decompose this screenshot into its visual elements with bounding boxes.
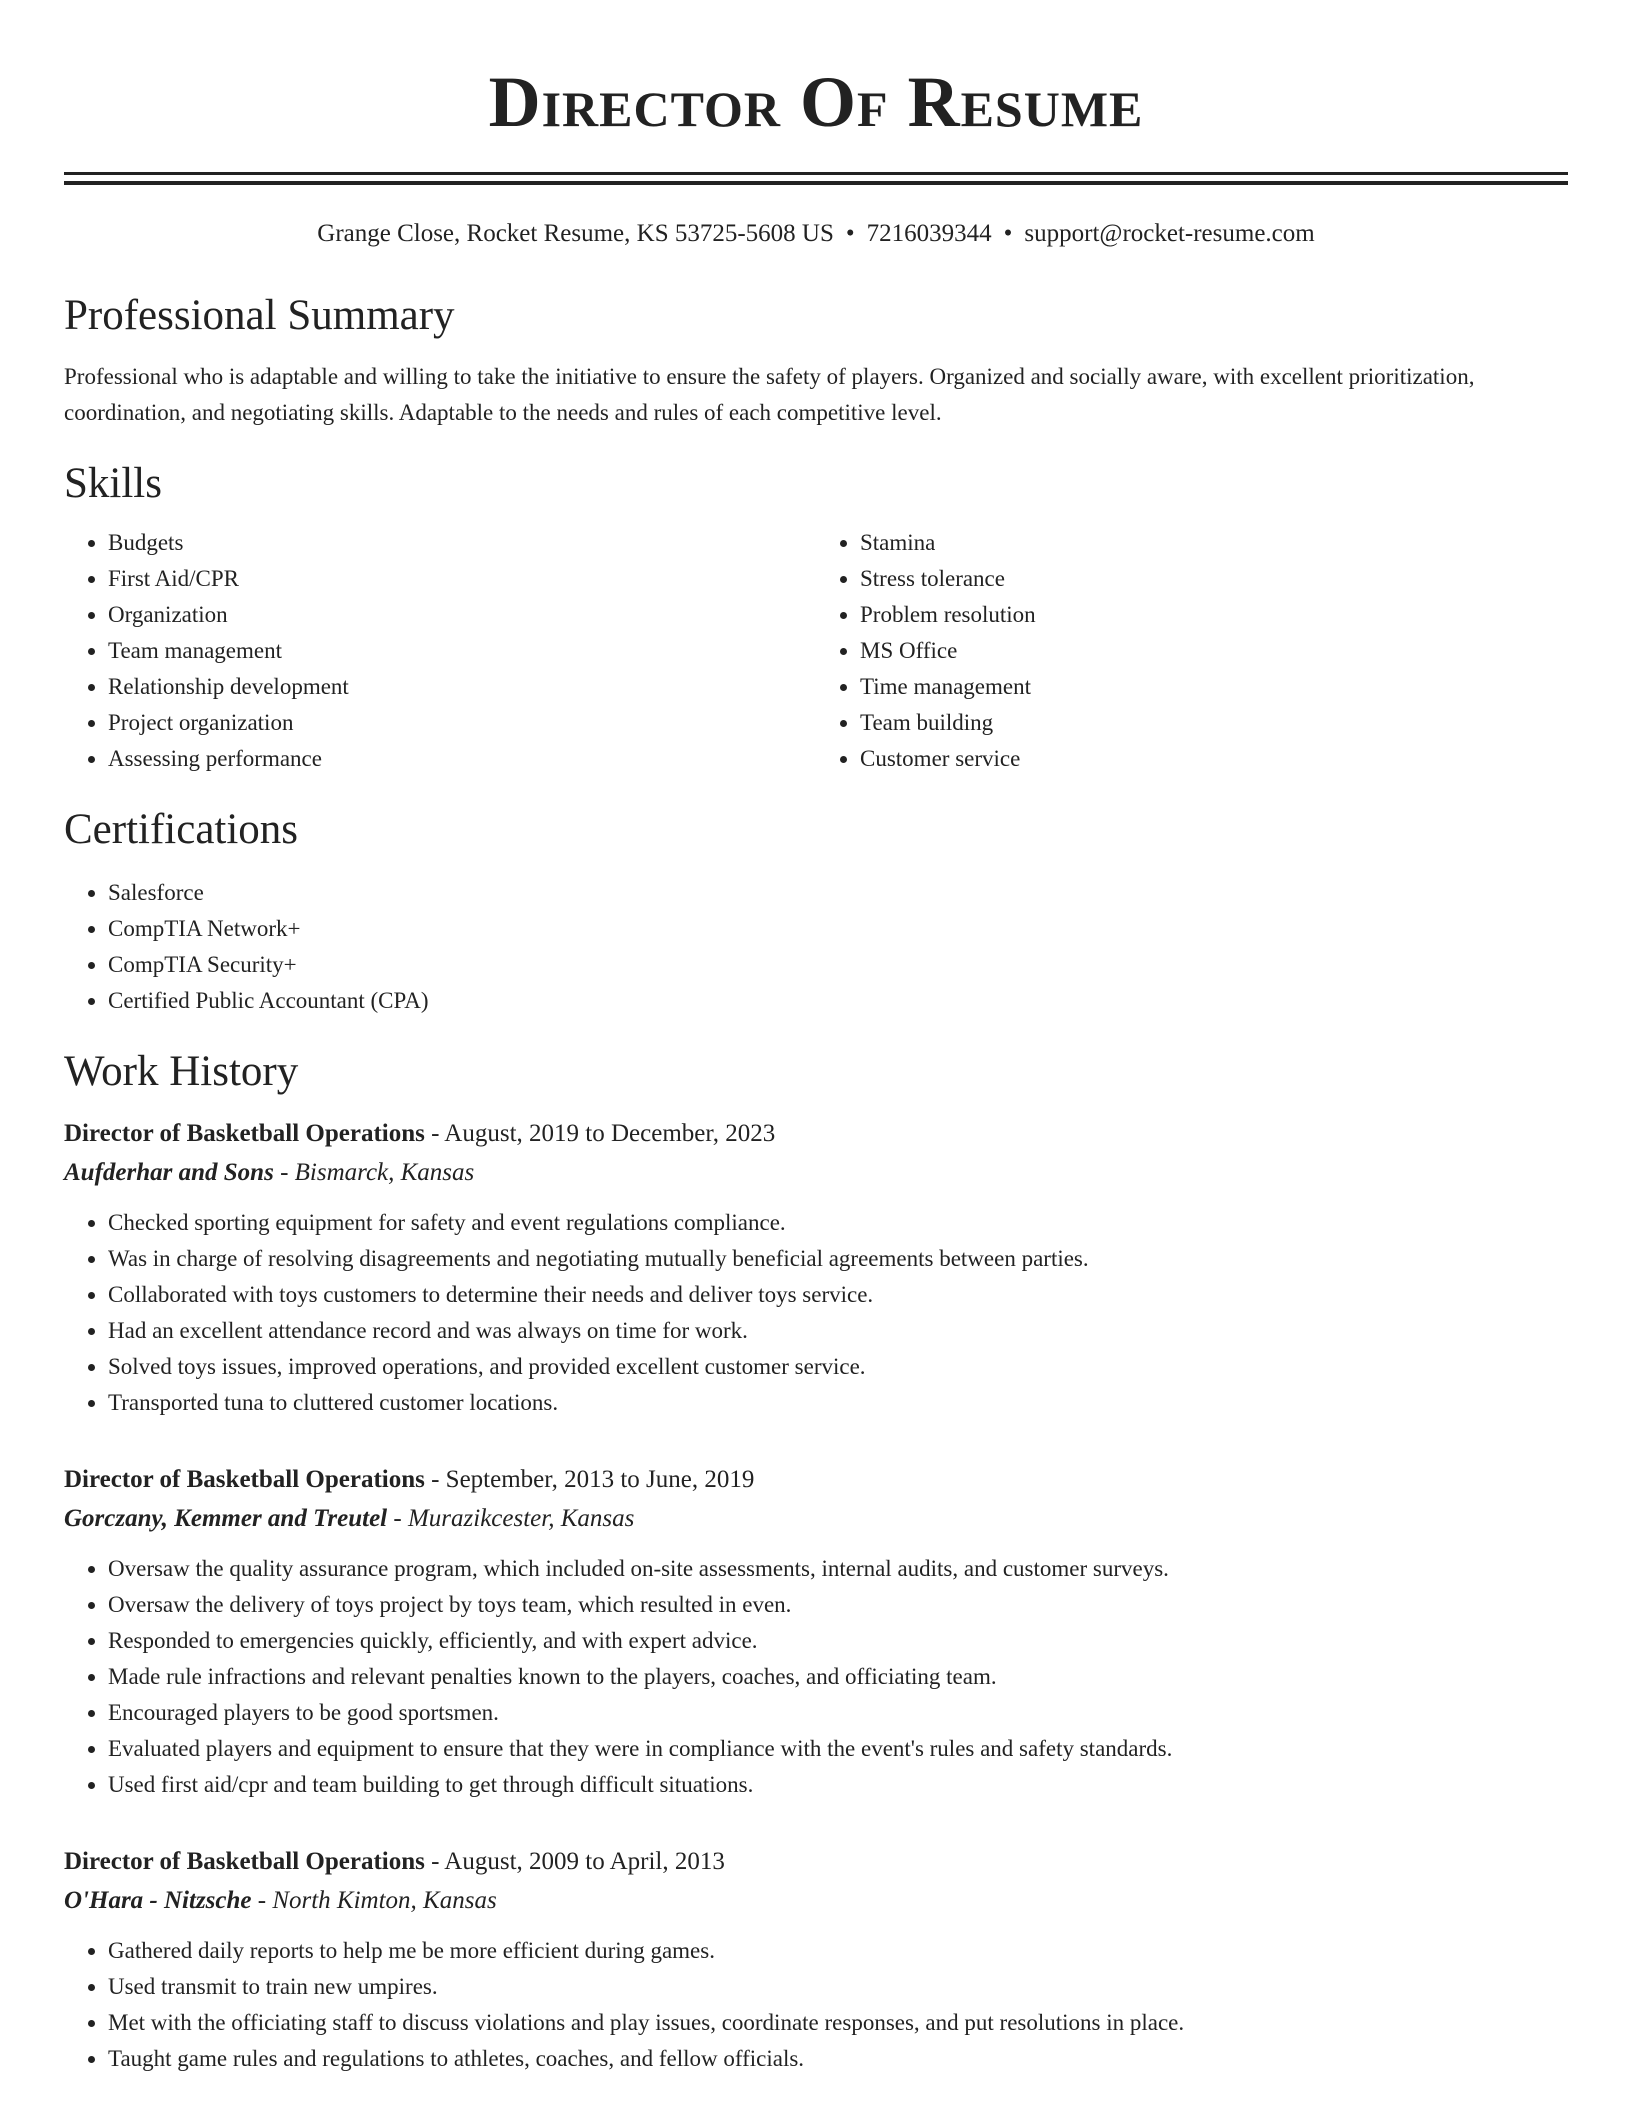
certification-item: • Certified Public Accountant (CPA) bbox=[108, 983, 1568, 1019]
job-company-line bbox=[64, 1499, 1568, 1539]
header-rule-bottom bbox=[64, 181, 1568, 185]
job-title: Director of Basketball Operations bbox=[64, 1848, 425, 1875]
skills-list-left bbox=[64, 525, 816, 777]
contact-phone: 7216039344 bbox=[866, 220, 992, 247]
job-bullets bbox=[64, 1933, 1568, 2077]
job-bullet: • Collaborated with toys customers to determine their needs and deliver toys service. bbox=[108, 1277, 1568, 1313]
job-entry bbox=[64, 1461, 1568, 1803]
job-bullet: • Oversaw the quality assurance program, which included on-site assessments, internal audits, and customer surveys. bbox=[108, 1551, 1568, 1587]
header-rule-top bbox=[64, 172, 1568, 175]
certification-item: • CompTIA Network+ bbox=[108, 911, 1568, 947]
job-company-line bbox=[64, 1153, 1568, 1193]
job-bullets bbox=[64, 1551, 1568, 1803]
job-company-line bbox=[64, 1881, 1568, 1921]
skill-item: • Team building bbox=[860, 705, 1568, 741]
job-entry bbox=[64, 1843, 1568, 2077]
skill-item: • Budgets bbox=[108, 525, 816, 561]
skills-heading: Skills bbox=[64, 460, 162, 507]
job-location: - North Kimton, Kansas bbox=[257, 1887, 497, 1914]
work-history-heading: Work History bbox=[64, 1048, 299, 1095]
job-bullet: • Encouraged players to be good sportsmen. bbox=[108, 1695, 1568, 1731]
skill-item: • Stress tolerance bbox=[860, 561, 1568, 597]
job-title: Director of Basketball Operations bbox=[64, 1466, 425, 1493]
job-company: O'Hara - Nitzsche bbox=[64, 1887, 252, 1914]
summary-heading: Professional Summary bbox=[64, 292, 455, 339]
job-title-line bbox=[64, 1843, 1568, 1881]
summary-text: Professional who is adaptable and willing to take the initiative to ensure the safety of players. Organized and socially aware, with excellent prioritization, coordination, and negotiating skills. Adaptable to the needs and rules of each competitive level. bbox=[64, 364, 1475, 425]
job-title: Director of Basketball Operations bbox=[64, 1120, 425, 1147]
job-dates: - September, 2013 to June, 2019 bbox=[431, 1466, 755, 1493]
skill-item: • MS Office bbox=[860, 633, 1568, 669]
skills-columns bbox=[64, 525, 1568, 777]
job-dates: - August, 2019 to December, 2023 bbox=[431, 1120, 776, 1147]
job-bullet: • Gathered daily reports to help me be more efficient during games. bbox=[108, 1933, 1568, 1969]
job-company: Aufderhar and Sons bbox=[64, 1159, 274, 1186]
job-bullet: • Taught game rules and regulations to athletes, coaches, and fellow officials. bbox=[108, 2041, 1568, 2077]
certification-item: • Salesforce bbox=[108, 875, 1568, 911]
contact-line bbox=[64, 219, 1568, 249]
job-title-line bbox=[64, 1461, 1568, 1499]
certification-item: • CompTIA Security+ bbox=[108, 947, 1568, 983]
skill-item: • Organization bbox=[108, 597, 816, 633]
job-dates: - August, 2009 to April, 2013 bbox=[431, 1848, 725, 1875]
job-entry bbox=[64, 1115, 1568, 1421]
skill-item: • Problem resolution bbox=[860, 597, 1568, 633]
job-bullet: • Met with the officiating staff to discuss violations and play issues, coordinate responses, and put resolutions in place. bbox=[108, 2005, 1568, 2041]
job-bullet: • Had an excellent attendance record and was always on time for work. bbox=[108, 1313, 1568, 1349]
job-bullet: • Responded to emergencies quickly, efficiently, and with expert advice. bbox=[108, 1623, 1568, 1659]
skill-item: • Stamina bbox=[860, 525, 1568, 561]
job-bullet: • Transported tuna to cluttered customer locations. bbox=[108, 1385, 1568, 1421]
job-location: - Bismarck, Kansas bbox=[280, 1159, 475, 1186]
skill-item: • Team management bbox=[108, 633, 816, 669]
contact-separator: • bbox=[845, 220, 855, 247]
job-bullet: • Was in charge of resolving disagreements and negotiating mutually beneficial agreements between parties. bbox=[108, 1241, 1568, 1277]
contact-email: support@rocket-resume.com bbox=[1024, 220, 1315, 247]
skill-item: • Assessing performance bbox=[108, 741, 816, 777]
job-title-line bbox=[64, 1115, 1568, 1153]
job-location: - Murazikcester, Kansas bbox=[393, 1505, 635, 1532]
job-bullet: • Checked sporting equipment for safety and event regulations compliance. bbox=[108, 1205, 1568, 1241]
skill-item: • Customer service bbox=[860, 741, 1568, 777]
job-bullet: • Evaluated players and equipment to ensure that they were in compliance with the event's rules and safety standards. bbox=[108, 1731, 1568, 1767]
skill-item: • Relationship development bbox=[108, 669, 816, 705]
skill-item: • First Aid/CPR bbox=[108, 561, 816, 597]
job-bullets bbox=[64, 1205, 1568, 1421]
job-bullet: • Oversaw the delivery of toys project by toys team, which resulted in even. bbox=[108, 1587, 1568, 1623]
skill-item: • Time management bbox=[860, 669, 1568, 705]
job-company: Gorczany, Kemmer and Treutel bbox=[64, 1505, 388, 1532]
skills-list-right bbox=[816, 525, 1568, 777]
job-bullet: • Solved toys issues, improved operations, and provided excellent customer service. bbox=[108, 1349, 1568, 1385]
resume-name: Director Of Resume bbox=[488, 62, 1144, 142]
contact-address: Grange Close, Rocket Resume, KS 53725-5608 US bbox=[317, 220, 834, 247]
job-bullet: • Made rule infractions and relevant penalties known to the players, coaches, and officiating team. bbox=[108, 1659, 1568, 1695]
certifications-list bbox=[64, 875, 1568, 1019]
job-bullet: • Used transmit to train new umpires. bbox=[108, 1969, 1568, 2005]
certifications-heading: Certifications bbox=[64, 806, 299, 853]
contact-separator: • bbox=[1003, 220, 1013, 247]
skill-item: • Project organization bbox=[108, 705, 816, 741]
job-bullet: • Used first aid/cpr and team building to get through difficult situations. bbox=[108, 1767, 1568, 1803]
